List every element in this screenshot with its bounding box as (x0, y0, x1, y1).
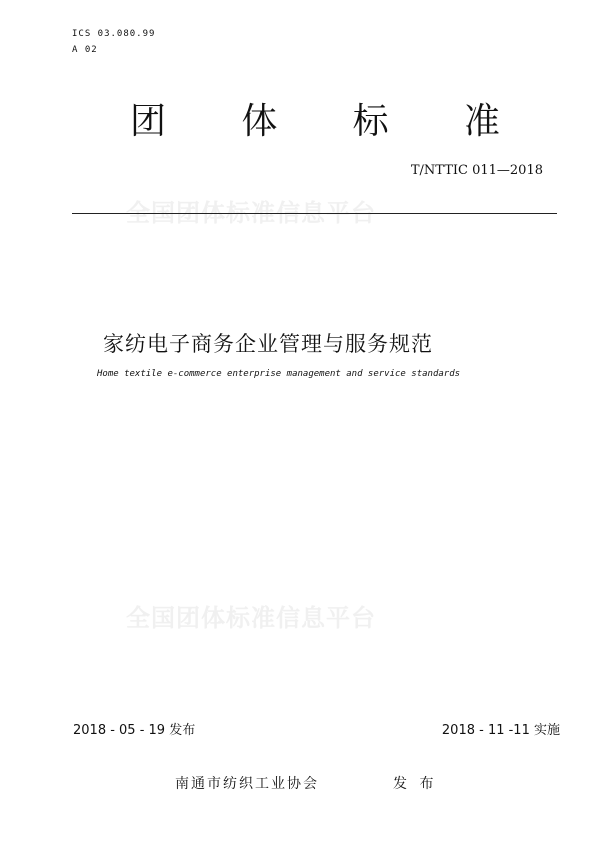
standard-type-char: 准 (463, 101, 500, 142)
standard-type-char: 团 (130, 101, 167, 142)
document-title-chinese: 家纺电子商务企业管理与服务规范 (103, 332, 433, 356)
issuer-name: 南通市纺织工业协会 (175, 776, 319, 792)
watermark-text: 全国团体标准信息平台 (126, 199, 376, 227)
standard-number: T/NTTIC 011—2018 (410, 163, 543, 178)
watermark-text: 全国团体标准信息平台 (126, 604, 376, 632)
publish-date: 2018 - 05 - 19 发布 (73, 723, 196, 738)
ics-code: ICS 03.080.99 (72, 29, 156, 39)
standard-type-heading (130, 93, 500, 144)
document-title-english: Home textile e-commerce enterprise management and service standards (97, 369, 461, 379)
issue-label: 发 布 (393, 776, 438, 792)
standard-type-char: 体 (241, 101, 278, 142)
implement-date: 2018 - 11 -11 实施 (441, 723, 560, 738)
standard-type-char: 标 (352, 101, 389, 142)
header-divider (72, 213, 557, 214)
ccs-code: A 02 (72, 45, 98, 55)
